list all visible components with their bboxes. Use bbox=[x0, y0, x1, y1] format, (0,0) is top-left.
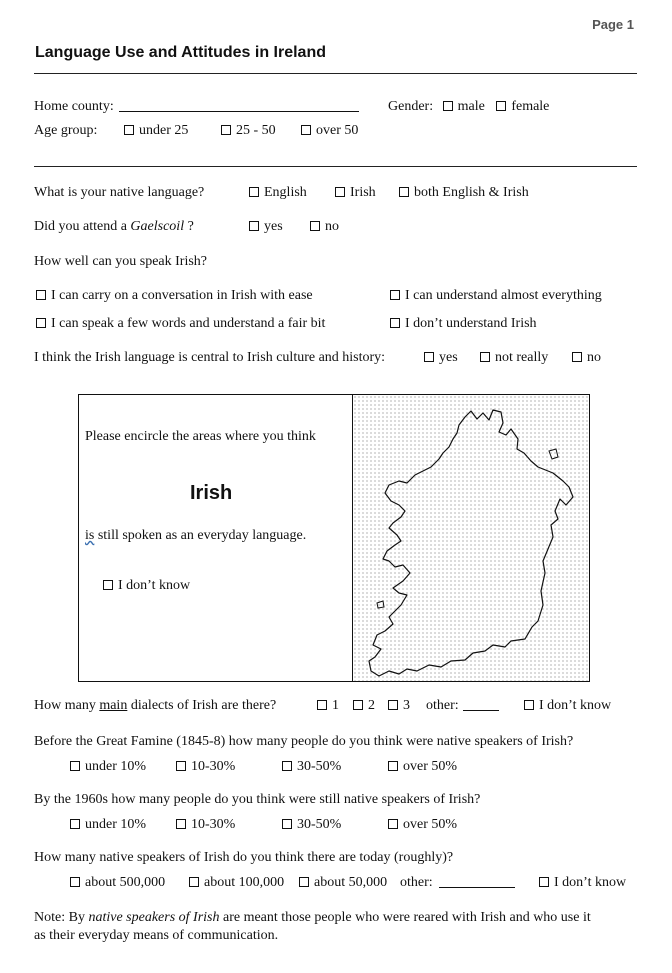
title-divider bbox=[34, 73, 637, 74]
famine-30-50-option[interactable]: 30-50% bbox=[282, 759, 341, 775]
today-500000-option[interactable]: about 500,000 bbox=[70, 875, 165, 891]
checkbox[interactable] bbox=[539, 877, 549, 887]
checkbox[interactable] bbox=[189, 877, 199, 887]
native-language-question: What is your native language? bbox=[34, 185, 205, 200]
speak-ease-option[interactable]: I can carry on a conversation in Irish with ease bbox=[36, 288, 313, 304]
map-language-label: Irish bbox=[190, 482, 233, 504]
checkbox[interactable] bbox=[124, 125, 134, 135]
map-instruction-line1: Please encircle the areas where you think bbox=[85, 429, 316, 444]
island-outline bbox=[549, 449, 558, 459]
famine-under-10-option[interactable]: under 10% bbox=[70, 759, 146, 775]
native-english-option[interactable]: English bbox=[249, 185, 307, 201]
checkbox[interactable] bbox=[524, 700, 534, 710]
dialects-other: other: bbox=[426, 698, 499, 714]
note-line1: Note: By native speakers of Irish are meant those people who were reared with Irish and who use it bbox=[34, 910, 591, 925]
speak-few-words-option[interactable]: I can speak a few words and understand a fair bit bbox=[36, 316, 325, 332]
checkbox[interactable] bbox=[36, 318, 46, 328]
famine-10-30-option[interactable]: 10-30% bbox=[176, 759, 235, 775]
checkbox[interactable] bbox=[249, 221, 259, 231]
central-not-really-option[interactable]: not really bbox=[480, 350, 548, 366]
ireland-map[interactable] bbox=[353, 395, 588, 681]
dialects-other-field[interactable] bbox=[463, 698, 499, 711]
checkbox[interactable] bbox=[388, 700, 398, 710]
dialects-1-option[interactable]: 1 bbox=[317, 698, 339, 714]
sixties-10-30-option[interactable]: 10-30% bbox=[176, 817, 235, 833]
checkbox[interactable] bbox=[335, 187, 345, 197]
checkbox[interactable] bbox=[70, 819, 80, 829]
gaelscoil-no-option[interactable]: no bbox=[310, 219, 339, 235]
checkbox[interactable] bbox=[282, 761, 292, 771]
age-over-50-option[interactable]: over 50 bbox=[301, 123, 358, 139]
checkbox[interactable] bbox=[310, 221, 320, 231]
age-group-label: Age group: bbox=[34, 123, 98, 138]
central-question: I think the Irish language is central to Irish culture and history: bbox=[34, 350, 386, 365]
dialects-3-option[interactable]: 3 bbox=[388, 698, 410, 714]
speak-irish-question: How well can you speak Irish? bbox=[34, 254, 208, 269]
gender-male-option[interactable]: male bbox=[443, 99, 485, 114]
native-irish-option[interactable]: Irish bbox=[335, 185, 376, 201]
famine-over-50-option[interactable]: over 50% bbox=[388, 759, 457, 775]
understand-most-option[interactable]: I can understand almost everything bbox=[390, 288, 602, 304]
checkbox[interactable] bbox=[424, 352, 434, 362]
dialects-dont-know-option[interactable]: I don’t know bbox=[524, 698, 611, 714]
checkbox[interactable] bbox=[103, 580, 113, 590]
sixties-under-10-option[interactable]: under 10% bbox=[70, 817, 146, 833]
native-both-option[interactable]: both English & Irish bbox=[399, 185, 529, 201]
sixties-30-50-option[interactable]: 30-50% bbox=[282, 817, 341, 833]
ireland-outline bbox=[369, 410, 573, 676]
checkbox[interactable] bbox=[572, 352, 582, 362]
famine-question: Before the Great Famine (1845-8) how many people do you think were native speakers of Irish? bbox=[34, 734, 574, 749]
checkbox[interactable] bbox=[443, 101, 453, 111]
checkbox[interactable] bbox=[399, 187, 409, 197]
checkbox[interactable] bbox=[36, 290, 46, 300]
checkbox[interactable] bbox=[388, 761, 398, 771]
checkbox[interactable] bbox=[480, 352, 490, 362]
age-under-25-option[interactable]: under 25 bbox=[124, 123, 188, 139]
home-county-label: Home county: bbox=[34, 99, 114, 114]
checkbox[interactable] bbox=[282, 819, 292, 829]
gender-row bbox=[388, 99, 549, 115]
checkbox[interactable] bbox=[221, 125, 231, 135]
checkbox[interactable] bbox=[390, 290, 400, 300]
age-25-50-option[interactable]: 25 - 50 bbox=[221, 123, 276, 139]
gender-label: Gender: bbox=[388, 99, 434, 114]
map-instruction-line2: is still spoken as an everyday language. bbox=[85, 528, 307, 543]
checkbox[interactable] bbox=[388, 819, 398, 829]
checkbox[interactable] bbox=[353, 700, 363, 710]
note-line2: as their everyday means of communication. bbox=[34, 928, 279, 943]
dialects-2-option[interactable]: 2 bbox=[353, 698, 375, 714]
checkbox[interactable] bbox=[496, 101, 506, 111]
checkbox[interactable] bbox=[317, 700, 327, 710]
central-yes-option[interactable]: yes bbox=[424, 350, 458, 366]
today-50000-option[interactable]: about 50,000 bbox=[299, 875, 387, 891]
checkbox[interactable] bbox=[70, 877, 80, 887]
today-dont-know-option[interactable]: I don’t know bbox=[539, 875, 626, 891]
sixties-question: By the 1960s how many people do you think were still native speakers of Irish? bbox=[34, 792, 481, 807]
page-title: Language Use and Attitudes in Ireland bbox=[35, 44, 326, 61]
checkbox[interactable] bbox=[390, 318, 400, 328]
map-dont-know-option[interactable]: I don’t know bbox=[103, 578, 190, 594]
checkbox[interactable] bbox=[301, 125, 311, 135]
gender-female-option[interactable]: female bbox=[496, 99, 549, 114]
sixties-over-50-option[interactable]: over 50% bbox=[388, 817, 457, 833]
gaelscoil-question: Did you attend a Gaelscoil ? bbox=[34, 219, 194, 234]
checkbox[interactable] bbox=[249, 187, 259, 197]
home-county-row bbox=[34, 99, 359, 115]
today-100000-option[interactable]: about 100,000 bbox=[189, 875, 284, 891]
page-number: Page 1 bbox=[592, 17, 634, 32]
island-outline bbox=[377, 601, 384, 608]
dialects-question: How many main dialects of Irish are there? bbox=[34, 698, 277, 713]
gaelscoil-yes-option[interactable]: yes bbox=[249, 219, 283, 235]
today-other-field[interactable] bbox=[439, 875, 515, 888]
checkbox[interactable] bbox=[299, 877, 309, 887]
dont-understand-option[interactable]: I don’t understand Irish bbox=[390, 316, 537, 332]
checkbox[interactable] bbox=[70, 761, 80, 771]
today-question: How many native speakers of Irish do you think there are today (roughly)? bbox=[34, 850, 454, 865]
central-no-option[interactable]: no bbox=[572, 350, 601, 366]
section-divider bbox=[34, 166, 637, 167]
checkbox[interactable] bbox=[176, 819, 186, 829]
checkbox[interactable] bbox=[176, 761, 186, 771]
today-other: other: bbox=[400, 875, 515, 891]
home-county-field[interactable] bbox=[119, 99, 359, 112]
